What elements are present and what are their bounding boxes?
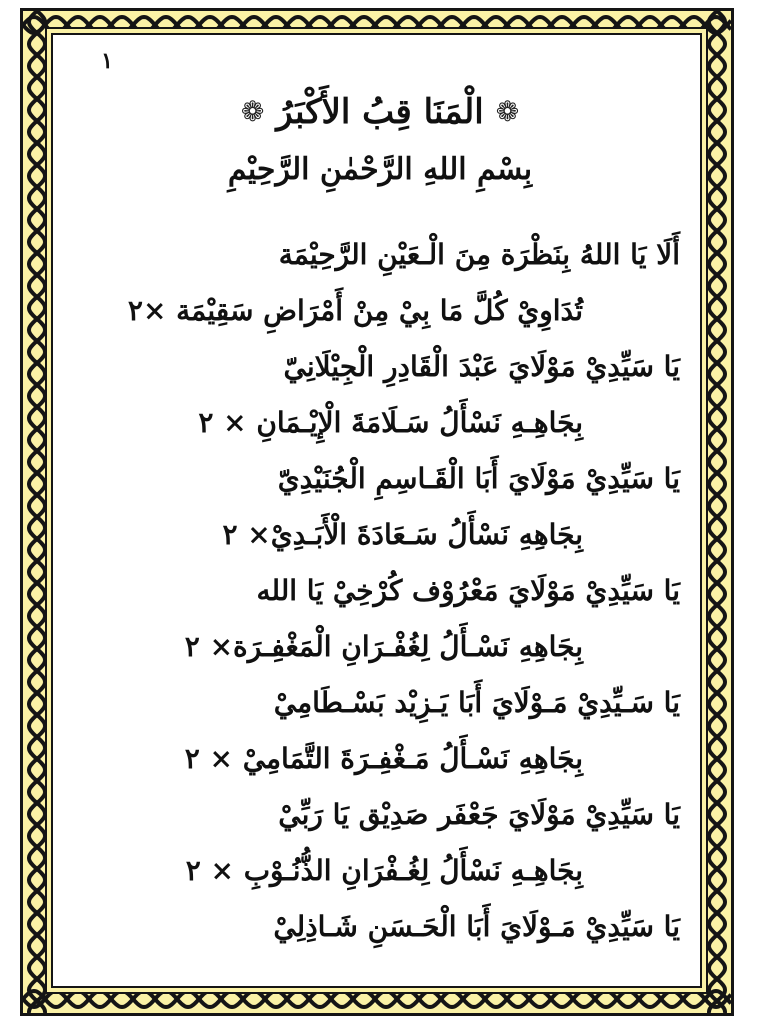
- flower-ornament-icon: ❁: [495, 95, 520, 128]
- verse-line-10: بِجَاهِهِ نَسْـأَلُ مَـغْفِـرَةَ التَّمَامِيْ × ٢: [184, 742, 583, 775]
- verse-line-3: يَا سَيِّدِيْ مَوْلَايَ عَبْدَ الْقَادِرِ الْجِيْلَانِيّ: [283, 350, 680, 383]
- title-row: [60, 92, 700, 132]
- verse-line-11: يَا سَيِّدِيْ مَوْلَايَ جَعْفَر صَدِيْق يَا رَبِّيْ: [278, 798, 680, 831]
- verse-line-4: بِجَاهِـهِ نَسْأَلُ سَـلَامَةَ الْإِيْـمَانِ × ٢: [198, 406, 583, 439]
- verse-line-13: يَا سَيِّدِيْ مَـوْلَايَ أَبَا الْحَـسَنِ شَـاذِلِيْ: [273, 910, 680, 943]
- page-number: ١: [101, 48, 113, 74]
- verse-line-6: بِجَاهِهِ نَسْأَلُ سَـعَادَةَ الْأَبَـدِيْ× ٢: [222, 518, 583, 551]
- page-title: الْمَنَا قِبُ الأَكْبَرُ: [276, 92, 484, 132]
- flower-ornament-icon: ❁: [240, 95, 265, 128]
- verse-line-9: يَا سَـيِّدِيْ مَـوْلَايَ أَبَا يَـزِيْد بَسْـطَامِيْ: [273, 686, 680, 719]
- verse-line-5: يَا سَيِّدِيْ مَوْلَايَ أَبَا الْقَـاسِمِ الْجُنَيْدِيّ: [277, 462, 680, 495]
- verse-line-2: تُدَاوِيْ كُلَّ مَا بِيْ مِنْ أَمْرَاضِ سَقِيْمَة ×٢: [127, 294, 583, 327]
- verse-line-1: أَلَا يَا اللهُ بِنَظْرَة مِنَ الْـعَيْنِ الرَّحِيْمَة: [278, 238, 680, 271]
- verse-line-7: يَا سَيِّدِيْ مَوْلَايَ مَعْرُوْف كُرْخِيْ يَا الله: [256, 574, 680, 607]
- verse-line-8: بِجَاهِهِ نَسْـأَلُ لِغُفْـرَانِ الْمَغْفِـرَة× ٢: [184, 630, 583, 663]
- basmala: بِسْمِ اللهِ الرَّحْمٰنِ الرَّحِيْمِ: [227, 152, 533, 187]
- verse-line-12: بِجَاهِـهِ نَسْأَلُ لِغُـفْرَانِ الذُّنُـوْبِ × ٢: [185, 854, 583, 887]
